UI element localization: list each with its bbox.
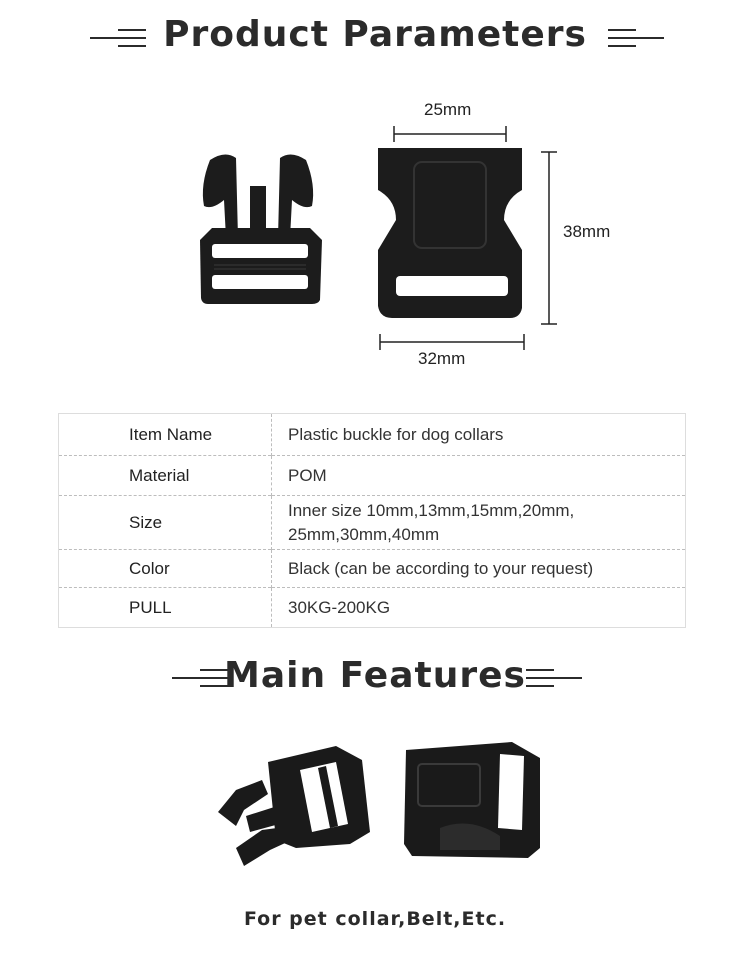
buckle-male-photo: [218, 746, 370, 866]
row-label-size: Size: [59, 496, 272, 550]
row-label-item-name: Item Name: [59, 414, 272, 456]
table-row: [59, 456, 686, 496]
row-label-material: Material: [59, 456, 272, 496]
table-row: [59, 414, 686, 456]
buckle-feature-photo: [0, 720, 750, 890]
row-value-pull: 30KG-200KG: [288, 597, 391, 617]
dimension-side-label: 38mm: [563, 222, 611, 241]
buckle-female-photo: [404, 742, 540, 858]
buckle-dimension-diagram: [0, 0, 750, 400]
table-row: [59, 496, 686, 550]
row-value-size: [272, 496, 686, 550]
section-title-main-features: Main Features: [224, 655, 526, 696]
row-value-material: POM: [288, 465, 327, 485]
table-row: [59, 550, 686, 588]
row-label-pull: PULL: [59, 588, 272, 628]
row-value-item-name: Plastic buckle for dog collars: [288, 424, 504, 444]
row-label-color: Color: [59, 550, 272, 588]
row-value-size-line1: Inner size 10mm,13mm,15mm,20mm,: [288, 500, 575, 520]
usage-caption: For pet collar,Belt,Etc.: [243, 908, 507, 930]
dimension-top-label: 25mm: [424, 100, 472, 119]
table-row: [59, 588, 686, 628]
heading-decoration-right: [526, 669, 582, 689]
parameters-table: [58, 413, 686, 628]
section-title-product-parameters: Product Parameters: [163, 14, 587, 55]
dimension-bottom-label: 32mm: [418, 349, 466, 368]
buckle-female-part: [378, 148, 522, 318]
row-value-size-line2: 25mm,30mm,40mm: [288, 524, 440, 544]
row-value-color: Black (can be according to your request): [288, 558, 594, 578]
